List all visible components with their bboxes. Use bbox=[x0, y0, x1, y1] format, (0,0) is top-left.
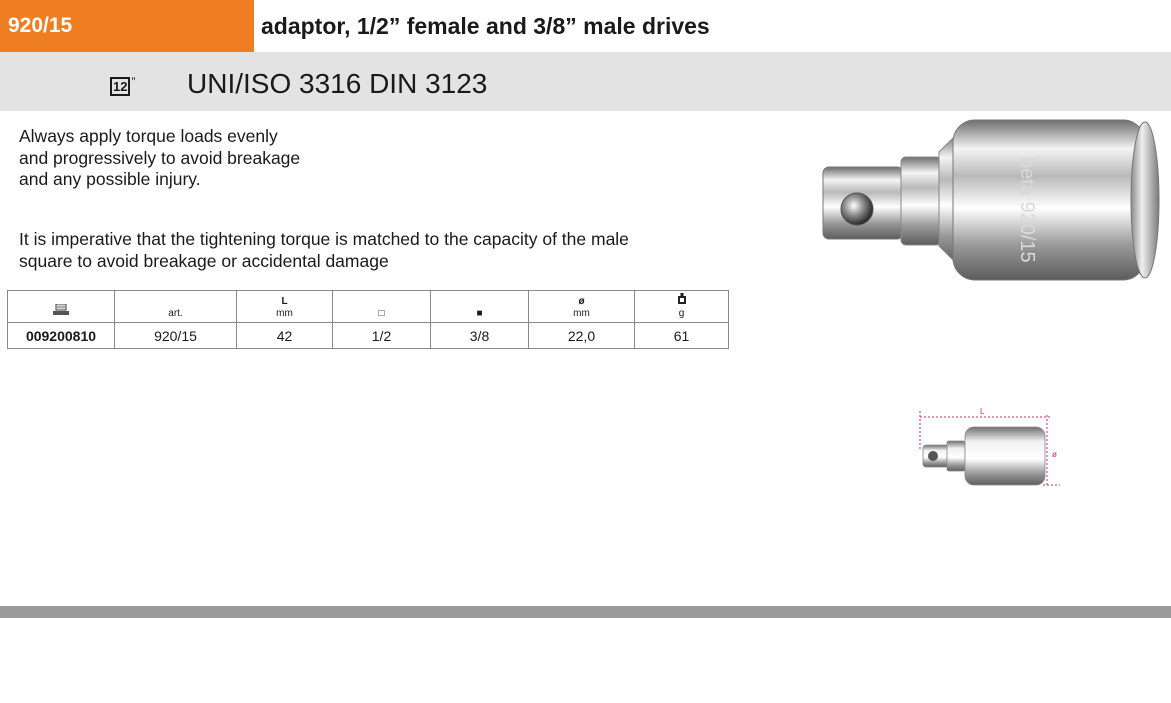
table-header-row bbox=[8, 291, 729, 323]
torque-line: square to avoid breakage or accidental damage bbox=[19, 250, 389, 271]
table-cell: 61 bbox=[635, 323, 729, 349]
column-header-code bbox=[8, 291, 115, 323]
barcode-icon bbox=[8, 304, 114, 320]
torque-note bbox=[19, 229, 629, 272]
column-header-diameter: ø mm bbox=[529, 291, 635, 323]
table-cell: 22,0 bbox=[529, 323, 635, 349]
spec-table bbox=[7, 290, 729, 349]
table-cell: 1/2 bbox=[333, 323, 431, 349]
column-header-male-drive bbox=[431, 291, 529, 323]
warning-line: Always apply torque loads evenly bbox=[19, 126, 278, 146]
table-cell: 009200810 bbox=[8, 323, 115, 349]
table-cell: 920/15 bbox=[115, 323, 237, 349]
dimension-label-length: L bbox=[980, 407, 985, 416]
product-code: 920/15 bbox=[0, 0, 254, 52]
drive-size-icon-label: 12 bbox=[110, 77, 130, 96]
photo-brand-text: beta 920/15 bbox=[1016, 157, 1038, 263]
standard-text: UNI/ISO 3316 DIN 3123 bbox=[187, 68, 488, 99]
dimension-label-diameter: ø bbox=[1052, 450, 1057, 459]
column-header-female-drive bbox=[333, 291, 431, 323]
product-photo bbox=[815, 112, 1165, 290]
table-cell: 42 bbox=[237, 323, 333, 349]
warning-line: and any possible injury. bbox=[19, 169, 201, 189]
table-row bbox=[8, 323, 729, 349]
drive-size-icon bbox=[110, 77, 135, 96]
product-title: adaptor, 1/2” female and 3/8” male drives bbox=[261, 12, 710, 39]
standard-band bbox=[0, 52, 1171, 111]
table-cell: 3/8 bbox=[431, 323, 529, 349]
open-square-icon: □ bbox=[378, 308, 385, 319]
drive-size-icon-mark: ” bbox=[131, 75, 136, 89]
warning-note bbox=[19, 126, 300, 191]
weight-icon bbox=[635, 293, 728, 308]
column-header-length: L mm bbox=[237, 291, 333, 323]
column-header-weight: g bbox=[635, 291, 729, 323]
dimension-drawing bbox=[915, 405, 1065, 490]
column-header-art: art. bbox=[115, 291, 237, 323]
warning-line: and progressively to avoid breakage bbox=[19, 147, 301, 168]
torque-line: It is imperative that the tightening torque is matched to the capacity of the male bbox=[19, 229, 629, 249]
footer-bar bbox=[0, 606, 1171, 618]
filled-square-icon: ■ bbox=[476, 308, 483, 319]
